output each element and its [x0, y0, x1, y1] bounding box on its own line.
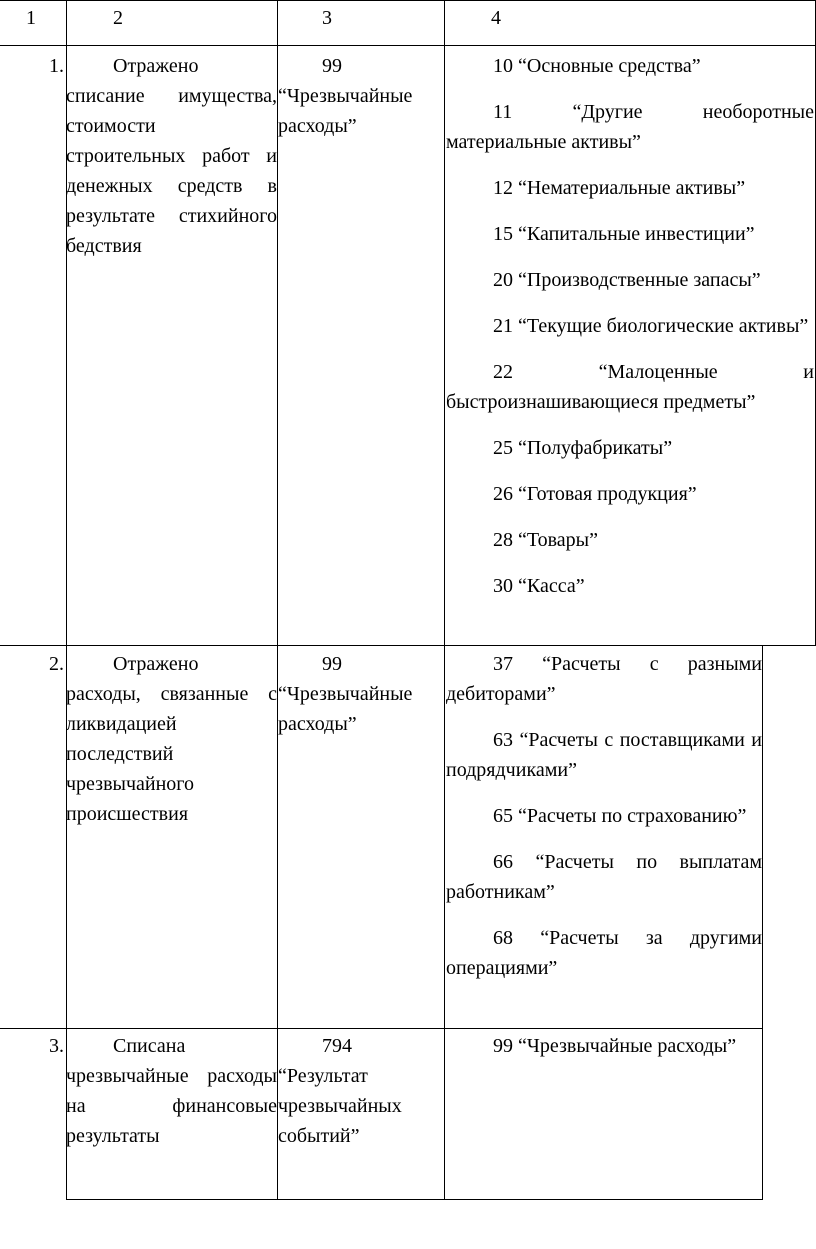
- debit-account-name: “Чрезвычайные расходы”: [278, 85, 413, 137]
- credit-account: 25 “Полуфабрикаты”: [493, 437, 673, 459]
- grid-line: [277, 0, 278, 1200]
- header-col-3: 3: [322, 7, 332, 29]
- grid-line: [66, 1199, 763, 1200]
- description-text: Списана чрезвычайные расходы на финансовые результаты: [66, 1035, 277, 1147]
- credit-account: 68 “Расчеты за другими операциями”: [446, 927, 762, 979]
- debit-account: [278, 51, 444, 141]
- row-description: [66, 51, 277, 261]
- grid-line: [0, 1028, 763, 1029]
- credit-accounts: [446, 51, 814, 617]
- row-description: [66, 1031, 277, 1151]
- debit-account: [278, 1031, 444, 1151]
- description-text: Отражено списание имущества, стоимости строительных работ и денежных средств в результате стихийного бедствия: [66, 55, 277, 257]
- credit-accounts: [446, 1031, 762, 1061]
- grid-line: [0, 45, 816, 46]
- debit-account-name: “Результат чрезвычайных событий”: [278, 1065, 402, 1147]
- debit-account-name: “Чрезвычайные расходы”: [278, 683, 413, 735]
- credit-account: 99 “Чрезвычайные расходы”: [493, 1035, 737, 1057]
- description-text: Отражено расходы, связанные с ликвидацией последствий чрезвычайного происшествия: [66, 653, 277, 825]
- credit-accounts: [446, 649, 762, 999]
- credit-account: 11 “Другие необоротные материальные активы”: [446, 101, 814, 153]
- credit-account: 66 “Расчеты по выплатам работникам”: [446, 851, 762, 903]
- grid-line: [0, 0, 816, 1]
- debit-account-number: 794: [322, 1035, 352, 1057]
- row-description: [66, 649, 277, 829]
- debit-account: [278, 649, 444, 739]
- grid-line: [444, 0, 445, 1200]
- grid-line: [762, 645, 763, 1200]
- credit-account: 37 “Расчеты с разными дебиторами”: [446, 653, 762, 705]
- header-col-2: 2: [113, 7, 123, 29]
- credit-account: 30 “Касса”: [493, 575, 585, 597]
- grid-line: [0, 645, 816, 646]
- row-number: 2.: [49, 653, 64, 675]
- credit-account: 65 “Расчеты по страхованию”: [493, 805, 747, 827]
- credit-account: 10 “Основные средства”: [493, 55, 701, 77]
- debit-account-number: 99: [322, 55, 342, 77]
- credit-account: 21 “Текущие биологические активы”: [493, 315, 809, 337]
- credit-account: 20 “Производственные запасы”: [493, 269, 761, 291]
- header-col-1: 1: [26, 7, 36, 29]
- debit-account-number: 99: [322, 653, 342, 675]
- credit-account: 28 “Товары”: [493, 529, 598, 551]
- credit-account: 15 “Капитальные инвестиции”: [493, 223, 755, 245]
- credit-account: 63 “Расчеты с поставщиками и подрядчиками”: [446, 729, 762, 781]
- row-number: 3.: [49, 1035, 64, 1057]
- credit-account: 22 “Малоценные и быстроизнашивающиеся предметы”: [446, 361, 814, 413]
- row-number: 1.: [49, 55, 64, 77]
- header-col-4: 4: [491, 7, 501, 29]
- credit-account: 12 “Нематериальные активы”: [493, 177, 746, 199]
- credit-account: 26 “Готовая продукция”: [493, 483, 697, 505]
